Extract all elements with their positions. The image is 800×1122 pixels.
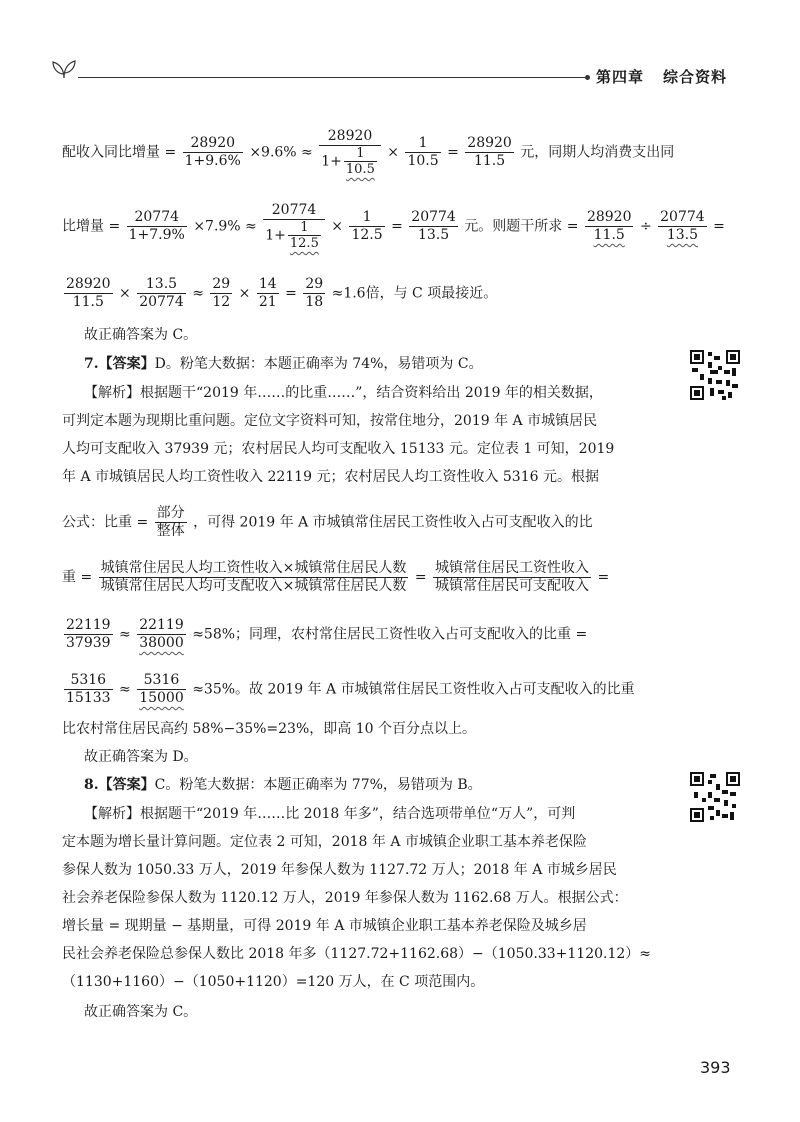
q8-analysis-line-6: 民社会养老保险总参保人数比 2018 年多（1127.72+1162.68）−（1050.33+1120.12）≈ [62, 946, 652, 962]
fraction: $\frac{29}{18}$ [305, 276, 324, 310]
fraction: $\frac{28920}{11.5}$ [66, 276, 111, 310]
q7-analysis-line-1: 【解析】根据题干“2019 年……的比重……”，结合资料给出 2019 年的相关数据， [84, 385, 603, 401]
q8-analysis-line-1: 【解析】根据题干“2019 年……比 2018 年多”，结合选项带单位“万人”，可判 [84, 806, 576, 822]
fraction: $\frac{28920}{1+9.6\%}$ [184, 135, 241, 169]
fraction: $\frac{5316}{15133}$ [66, 672, 111, 706]
q7-formula-line-3: $\frac{22119}{37939}$ ≈ $\frac{22119}{38000}$ ≈58%；同理，农村常住居民工资性收入占可支配收入的比重 = [66, 617, 588, 651]
q7-analysis-line-3: 人均可支配收入 37939 元；农村居民人均可支配收入 15133 元。定位表 1 可知，2019 [62, 441, 615, 457]
fraction: $\frac{\text{城镇常住居民人均工资性收入×城镇常住居民人数}}{\text{城镇常住居民人均可支配收入×城镇常住居民人数}}$ [100, 560, 407, 594]
fraction: $\frac{28920}{11.5}$ [467, 135, 512, 169]
fraction: $\frac{28920}{11.5}$ [586, 209, 632, 243]
header-rule [78, 77, 588, 78]
chapter-label: 第四章 [596, 68, 645, 86]
q8-analysis-line-4: 社会养老保险参保人数为 1120.12 万人，2019 年参保人数为 1162.68 万人。根据公式： [62, 890, 628, 906]
leaf-ornament-icon [50, 56, 78, 80]
formula-line-1: 配收入同比增量 = $\frac{28920}{1+9.6\%}$ ×9.6% ≈ 28920 1+ $\frac{1}{10.5}$ × $\frac{1}{10.5}$ = $\frac{28920}{11.5}$ 元，同期人均消费支出同 [62, 128, 675, 177]
fraction: $\frac{14}{21}$ [258, 276, 277, 310]
q7-analysis-line-2: 可判定本题为现期比重问题。定位文字资料可知，按常住地分，2019 年 A 市城镇居民 [62, 413, 598, 429]
fraction: $\frac{29}{12}$ [212, 276, 231, 310]
chapter-title: 综合资料 [663, 68, 728, 86]
fraction: $\frac{5316}{15000}$ [139, 672, 184, 706]
page-header [0, 0, 800, 100]
fraction: $\frac{22119}{38000}$ [139, 617, 184, 651]
answer-7: 故正确答案为 D。 [84, 749, 198, 765]
fraction: $\frac{1}{10.5}$ [407, 135, 439, 169]
fraction: $\frac{20774}{1+7.9\%}$ [128, 209, 185, 243]
fraction: $\frac{13.5}{20774}$ [139, 276, 184, 310]
formula-line-2: 比增量 = $\frac{20774}{1+7.9\%}$ ×7.9% ≈ 20774 1+ $\frac{1}{12.5}$ × $\frac{1}{12.5}$ = $\frac{20774}{13.5}$ 元。则题干所求 = $\frac{28920}{11.5}$ ÷ $\frac{20774}{13.5}$ = [62, 202, 725, 251]
q8-analysis-line-5: 增长量 = 现期量 − 基期量，可得 2019 年 A 市城镇企业职工基本养老保险及城乡居 [62, 918, 587, 934]
formula-line-3: $\frac{28920}{11.5}$ × $\frac{13.5}{20774}$ ≈ $\frac{29}{12}$ × $\frac{14}{21}$ = $\frac{29}{18}$ ≈1.6倍，与 C 项最接近。 [66, 276, 498, 310]
fraction: $\frac{\text{城镇常住居民工资性收入}}{\text{城镇常住居民可支配收入}}$ [435, 560, 590, 594]
fraction: $\frac{20774}{13.5}$ [660, 209, 705, 243]
fraction: 20774 1+ $\frac{1}{12.5}$ [263, 202, 325, 251]
q7-analysis-line-9: 比农村常住居民高约 58%−35%=23%，即高 10 个百分点以上。 [62, 721, 476, 737]
fraction: $\frac{20774}{13.5}$ [411, 209, 456, 243]
qr-code-icon[interactable] [690, 772, 740, 822]
page-number: 393 [700, 1058, 731, 1077]
fraction: $\frac{22119}{37939}$ [66, 617, 111, 651]
answer-6: 故正确答案为 C。 [84, 327, 198, 343]
q7-analysis-line-4: 年 A 市城镇居民人均工资性收入 22119 元；农村居民人均工资性收入 5316 元。根据 [62, 469, 599, 485]
q7-formula-line-4: $\frac{5316}{15133}$ ≈ $\frac{5316}{15000}$ ≈35%。故 2019 年 A 市城镇常住居民工资性收入占可支配收入的比重 [66, 672, 635, 706]
q8-answer-heading: 8.【答案】C。粉笔大数据：本题正确率为 77%，易错项为 B。 [84, 777, 482, 793]
q7-answer-heading: 7.【答案】D。粉笔大数据：本题正确率为 74%，易错项为 C。 [84, 356, 483, 372]
fraction: $\frac{1}{12.5}$ [351, 209, 383, 243]
q8-analysis-line-7: （1130+1160）−（1050+1120）=120 万人，在 C 项范围内。 [62, 974, 485, 990]
fraction: 28920 1+ $\frac{1}{10.5}$ [319, 128, 381, 177]
fraction: $\frac{1}{12.5}$ [289, 220, 319, 251]
q8-analysis-line-2: 定本题为增长量计算问题。定位表 2 可知，2018 年 A 市城镇企业职工基本养老保险 [62, 834, 587, 850]
header-rule-dot [585, 75, 590, 80]
qr-code-icon[interactable] [690, 350, 740, 400]
fraction: $\frac{1}{10.5}$ [345, 146, 375, 177]
answer-8: 故正确答案为 C。 [84, 1004, 198, 1020]
q7-formula-line-1: 公式：比重 = $\frac{\text{部分}}{\text{整体}}$ ，可得 2019 年 A 市城镇常住居民工资性收入占可支配收入的比 [62, 505, 593, 539]
q7-formula-line-2: 重 = $\frac{\text{城镇常住居民人均工资性收入×城镇常住居民人数}}{\text{城镇常住居民人均可支配收入×城镇常住居民人数}}$ = $\frac{\text{城镇常住居民工资性收入}}{\text{城镇常住居民可支配收入}}$ = [62, 560, 610, 594]
q8-analysis-line-3: 参保人数为 1050.33 万人，2019 年参保人数为 1127.72 万人；2018 年 A 市城乡居民 [62, 862, 617, 878]
fraction: $\frac{\text{部分}}{\text{整体}}$ [156, 505, 185, 539]
